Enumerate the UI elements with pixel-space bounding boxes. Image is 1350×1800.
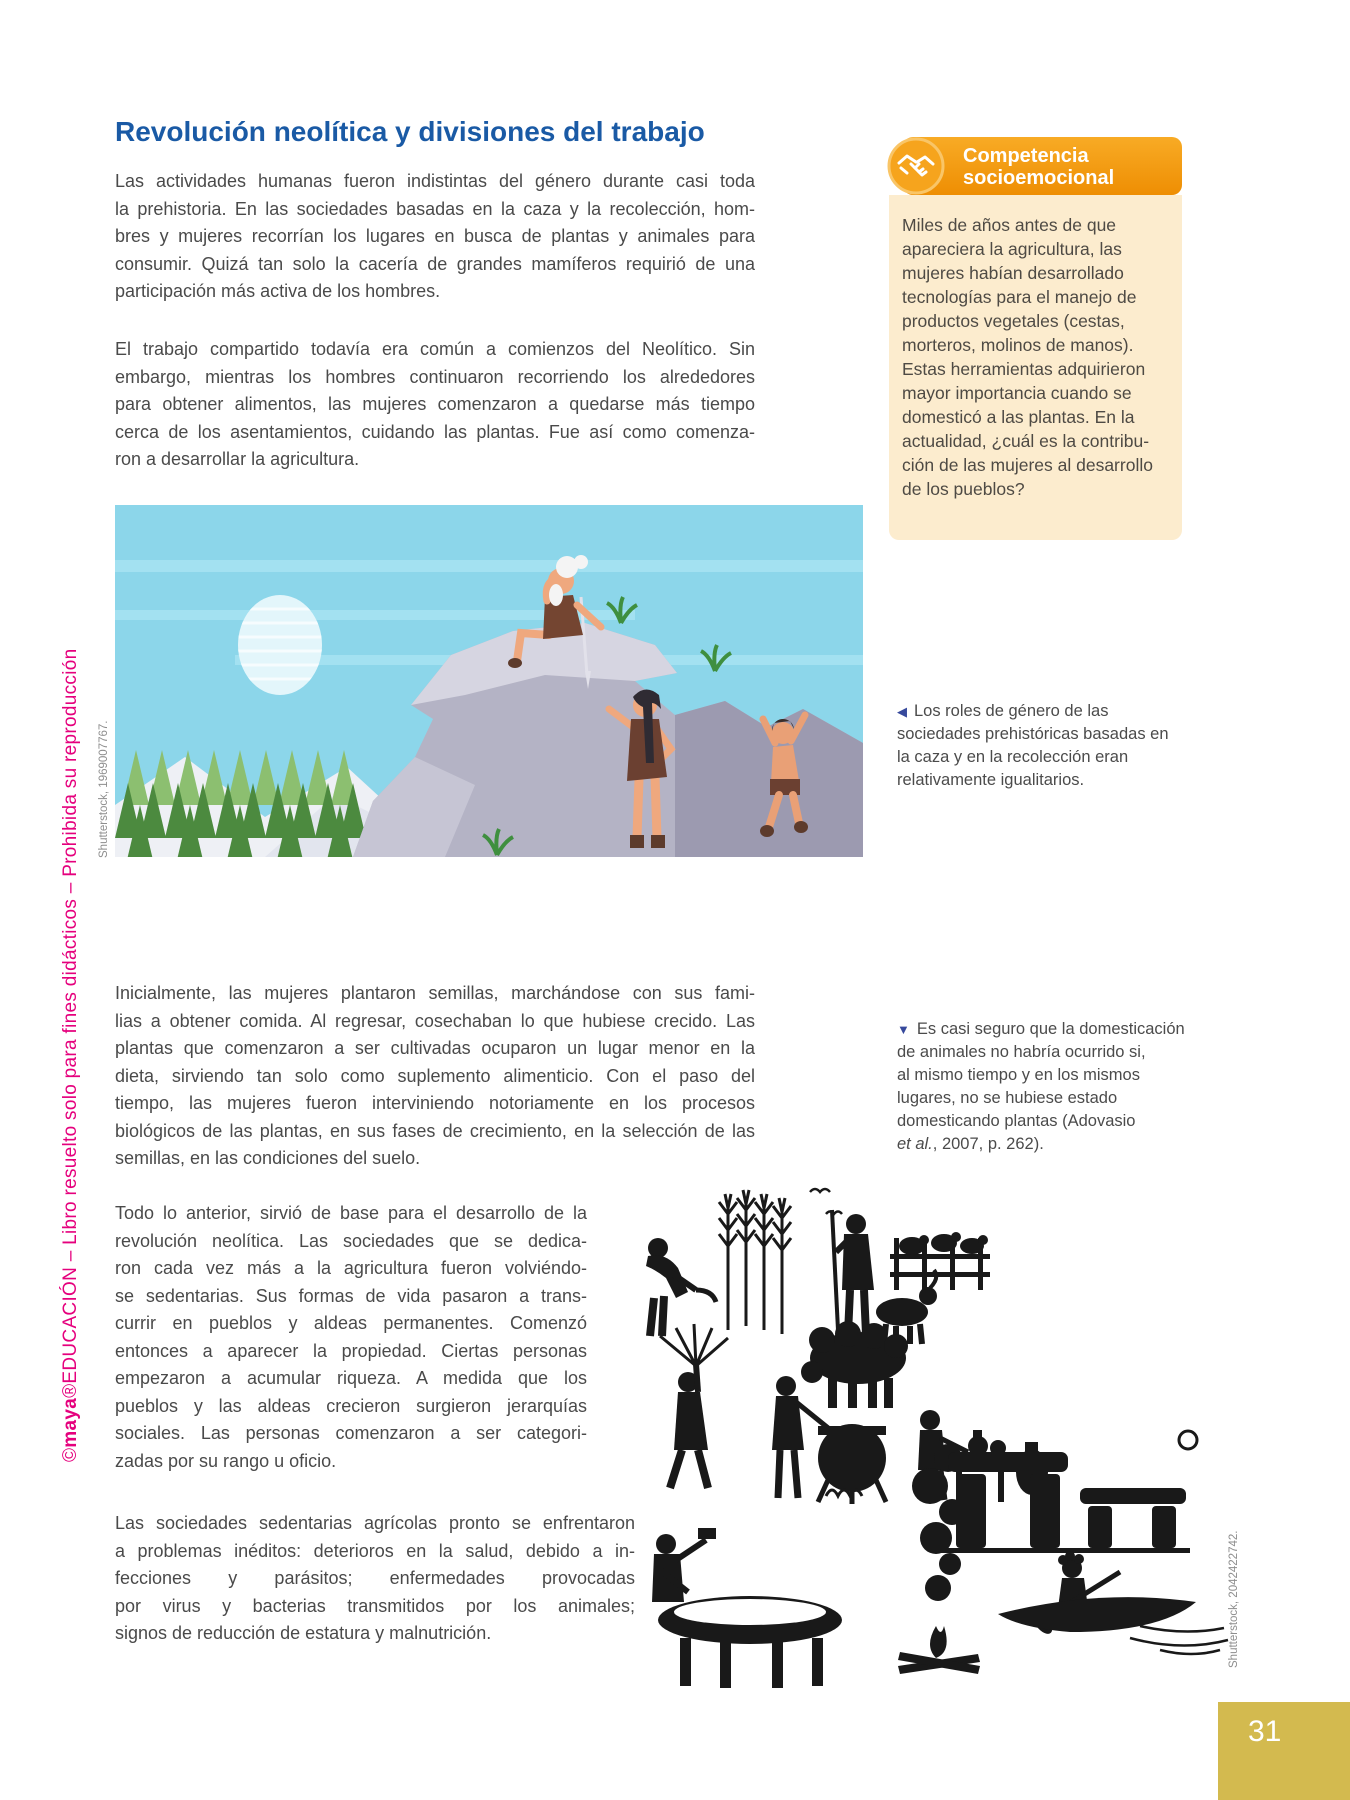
- paragraph-3: Inicialmente, las mujeres plantaron semillas, marchándose con sus fami- lias a obtener comida. Al regresar, cosechaban lo que hubiese crecido. Las plantas que comenzaron a ser cultivadas ocuparon un lugar menor en la dieta, sirviendo tan solo como suplemento alimenticio. Con el paso del tiempo, las mujeres fueron interviniendo notoriamente en los procesos biológicos de las plantas, en sus fases de crecimiento, en la selección de las semillas, en las condiciones del suelo.: [115, 983, 755, 1168]
- competencia-box-body: Miles de años antes de que apareciera la agricultura, las mujeres habían desarrollado tecnologías para el manejo de productos vegetales (cestas, morteros, molinos de manos). Estas herramientas adquirieron mayor importancia cuando se domesticó a las plantas. En la actualidad, ¿cuál es la contribu- ción de las mujeres al desarrollo de los pueblos?: [889, 195, 1182, 540]
- caption-domestication: ▼ Es casi seguro que la domesticación de animales no habría ocurrido si, al mismo tiempo y en los mismos lugares, no se hubiese estado domesticando plantas (Adovasio et al., 2007, p. 262).: [897, 1020, 1185, 1153]
- silhouette-sheep-pen: [890, 1232, 990, 1290]
- handshake-icon: [886, 136, 946, 196]
- brand-logo: maya: [60, 1397, 81, 1448]
- silhouette-birds: [810, 1189, 842, 1214]
- photo-credit-right: Shutterstock, 2042422742.: [1228, 1530, 1240, 1668]
- photo-credit-left: Shutterstock, 1969007767.: [98, 720, 110, 858]
- silhouette-trough-worker: [652, 1528, 842, 1688]
- neolithic-silhouettes-illustration: [600, 1140, 1240, 1700]
- silhouette-canoe: [998, 1551, 1228, 1654]
- paragraph-5: Las sociedades sedentarias agrícolas pronto se enfrentaron a problemas inéditos: deterioros en la salud, debido a in- fecciones y parásitos; enfermedades provocadas por virus y bacterias transmitidos por los animales; signos de reducción de estatura y malnutrición.: [115, 1513, 635, 1643]
- paragraph-1: Las actividades humanas fueron indistintas del género durante casi toda la prehistoria. En las sociedades basadas en la caza y la recolección, hom- bres y mujeres recorrían los lugares en busca de plantas y animales para consumir. Quizá tan solo la cacería de grandes mamíferos requirió de una participación más activa de los hombres.: [115, 171, 755, 301]
- paragraph-4: Todo lo anterior, sirvió de base para el desarrollo de la revolución neolítica. Las sociedades que se dedica- ron cada vez más a la agricultura fueron volviéndo- se sedentarias. Sus formas de vida pasaron a trans- currir en pueblos y aldeas permanentes. Comenzó entonces a aparecer la propiedad. Ciertas personas empezaron a acumular riqueza. A medida que los pueblos y las aldeas crecieron surgieron jerarquías sociales. Las personas comenzaron a ser categori- zadas por su rango u oficio.: [115, 1203, 587, 1471]
- silhouette-sheaf-carrier: [660, 1324, 728, 1488]
- caption-gender-roles: ◀ Los roles de género de las sociedades prehistóricas basadas en la caza y en la recolección eran relativamente igualitarios.: [897, 702, 1169, 789]
- page-number-badge: [1218, 1702, 1350, 1800]
- copyright-watermark: ©maya®EDUCACIÓN – Libro resuelto solo para fines didácticos – Prohibida su reproducción: [60, 648, 81, 1462]
- prehistoric-scene-illustration: [115, 505, 863, 857]
- left-triangle-marker: ◀: [897, 704, 907, 719]
- competencia-header-line1: Competencia: [963, 145, 1089, 167]
- down-triangle-marker: ▼: [897, 1022, 910, 1037]
- competencia-header-line2: socioemocional: [963, 167, 1115, 189]
- page-number: 31: [1248, 1715, 1282, 1748]
- paragraph-2: El trabajo compartido todavía era común a comienzos del Neolítico. Sin embargo, mientras los hombres continuaron recorriendo los alrededores para obtener alimentos, las mujeres comenzaron a quedarse más tiempo cerca de los asentamientos, cuidando las plantas. Fue así como comenza- ron a desarrollar la agricultura.: [115, 339, 755, 469]
- silhouette-harvester: [646, 1190, 791, 1336]
- silhouette-ram: [801, 1321, 908, 1408]
- page-title: Revolución neolítica y divisiones del trabajo: [115, 116, 705, 147]
